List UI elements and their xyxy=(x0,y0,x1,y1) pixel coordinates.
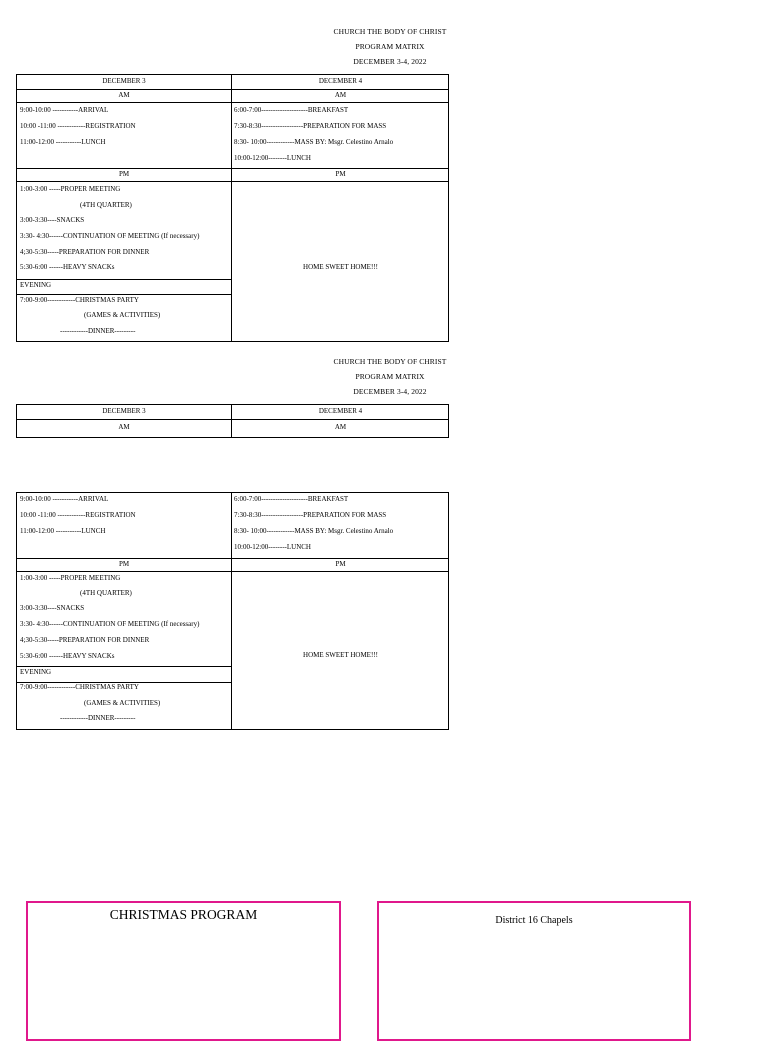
evening-heading: EVENING xyxy=(20,668,52,676)
header-program-matrix: PROGRAM MATRIX xyxy=(355,372,425,381)
program-table-1 xyxy=(16,74,449,342)
schedule-item: 9:00-10:00 -----------ARRIVAL xyxy=(20,106,109,114)
schedule-item: (GAMES & ACTIVITIES) xyxy=(84,699,161,707)
day1-pm-heading: PM xyxy=(118,560,130,568)
card-title: CHRISTMAS PROGRAM xyxy=(109,907,258,922)
schedule-item: 3:30- 4:30------CONTINUATION OF MEETING (If necessary) xyxy=(20,620,200,628)
document-header-1 xyxy=(300,24,480,69)
header-date-range: DECEMBER 3-4, 2022 xyxy=(353,387,427,396)
schedule-item: 1:00-3:00 -----PROPER MEETING xyxy=(20,185,121,193)
header-church-name: CHURCH THE BODY OF CHRIST xyxy=(333,357,447,366)
schedule-item: 6:00-7:00--------------------BREAKFAST xyxy=(234,106,349,114)
schedule-item: 10:00-12:00--------LUNCH xyxy=(234,543,311,551)
schedule-item: 4;30-5:30-----PREPARATION FOR DINNER xyxy=(20,636,150,644)
day2-heading: DECEMBER 4 xyxy=(318,407,363,415)
schedule-item: 1:00-3:00 -----PROPER MEETING xyxy=(20,574,121,582)
schedule-item: 5:30-6:00 ------HEAVY SNACKs xyxy=(20,263,115,271)
schedule-item: 7:30-8:30------------------PREPARATION FOR MASS xyxy=(234,511,387,519)
schedule-item: 9:00-10:00 -----------ARRIVAL xyxy=(20,495,109,503)
schedule-item: 7:00-9:00------------CHRISTMAS PARTY xyxy=(20,683,139,691)
schedule-item: 5:30-6:00 ------HEAVY SNACKs xyxy=(20,652,115,660)
schedule-item: 3:00-3:30----SNACKS xyxy=(20,216,85,224)
day1-pm-heading: PM xyxy=(118,170,130,178)
schedule-item: 11:00-12:00 -----------LUNCH xyxy=(20,138,106,146)
header-program-matrix: PROGRAM MATRIX xyxy=(355,42,425,51)
home-sweet-home-text: HOME SWEET HOME!!! xyxy=(303,263,378,271)
schedule-item: ------------DINNER--------- xyxy=(60,714,136,722)
day2-pm-heading: PM xyxy=(335,560,346,568)
evening-heading: EVENING xyxy=(20,281,52,289)
day2-am-heading: AM xyxy=(334,423,347,431)
schedule-item: 11:00-12:00 -----------LUNCH xyxy=(20,527,106,535)
schedule-item: 7:30-8:30------------------PREPARATION FOR MASS xyxy=(234,122,387,130)
schedule-item: 10:00-12:00--------LUNCH xyxy=(234,154,311,162)
program-table-2-header xyxy=(16,404,449,438)
day1-am-heading: AM xyxy=(118,423,130,431)
schedule-item: (4TH QUARTER) xyxy=(80,201,132,209)
schedule-item: ------------DINNER--------- xyxy=(60,327,136,335)
schedule-item: 6:00-7:00--------------------BREAKFAST xyxy=(234,495,349,503)
document-header-2 xyxy=(300,354,480,399)
day2-pm-heading: PM xyxy=(335,170,346,178)
schedule-item: 4;30-5:30-----PREPARATION FOR DINNER xyxy=(20,248,150,256)
day1-heading: DECEMBER 3 xyxy=(102,407,146,415)
christmas-program-card xyxy=(26,901,341,1041)
schedule-item: 10:00 -11:00 ------------REGISTRATION xyxy=(20,511,136,519)
day2-heading: DECEMBER 4 xyxy=(318,77,363,85)
card-title: District 16 Chapels xyxy=(495,915,573,926)
day1-am-heading: AM xyxy=(118,91,130,99)
day1-heading: DECEMBER 3 xyxy=(102,77,146,85)
day2-am-heading: AM xyxy=(334,91,347,99)
schedule-item: (4TH QUARTER) xyxy=(80,589,132,597)
district-chapels-card xyxy=(377,901,691,1041)
schedule-item: 8:30- 10:00------------MASS BY: Msgr. Celestino Arnalo xyxy=(234,138,394,146)
schedule-item: 8:30- 10:00------------MASS BY: Msgr. Celestino Arnalo xyxy=(234,527,394,535)
schedule-item: (GAMES & ACTIVITIES) xyxy=(84,311,161,319)
schedule-item: 3:00-3:30----SNACKS xyxy=(20,604,85,612)
program-table-2-body xyxy=(16,492,449,730)
schedule-item: 3:30- 4:30------CONTINUATION OF MEETING (If necessary) xyxy=(20,232,200,240)
schedule-item: 10:00 -11:00 ------------REGISTRATION xyxy=(20,122,136,130)
home-sweet-home-text: HOME SWEET HOME!!! xyxy=(303,651,378,659)
header-church-name: CHURCH THE BODY OF CHRIST xyxy=(333,27,447,36)
header-date-range: DECEMBER 3-4, 2022 xyxy=(353,57,427,66)
schedule-item: 7:00-9:00------------CHRISTMAS PARTY xyxy=(20,296,139,304)
